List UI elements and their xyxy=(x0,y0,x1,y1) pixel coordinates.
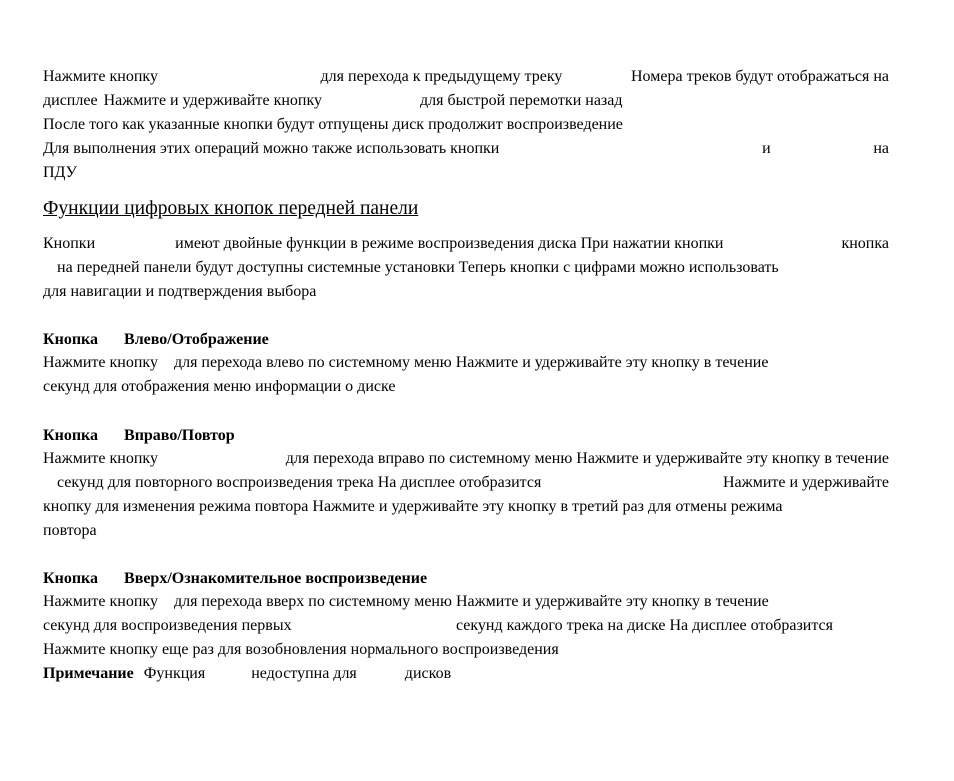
left-heading-function: Влево/Отображение xyxy=(124,331,269,348)
note-text-unavailable: недоступна для xyxy=(251,665,357,682)
up-heading-function: Вверх/Ознакомительное воспроизведение xyxy=(124,570,428,587)
right-text-description: для перехода вправо по системному меню Нажмите и удерживайте эту кнопку в течение xyxy=(285,450,889,467)
intro-text-press-button: Нажмите кнопку xyxy=(43,68,158,85)
section-line-3: для навигации и подтверждения выбора xyxy=(43,283,317,300)
intro-line-1 xyxy=(43,67,889,87)
intro-line-4 xyxy=(43,139,889,159)
intro-text-remote-buttons: Для выполнения этих операций можно также использовать кнопки xyxy=(43,140,500,157)
right-text-hold: Нажмите и удерживайте xyxy=(722,474,889,491)
up-heading-button: Кнопка xyxy=(43,570,99,587)
right-line-3: кнопку для изменения режима повтора Нажмите и удерживайте эту кнопку в третий раз для отмены режима xyxy=(43,498,783,515)
right-heading-function: Вправо/Повтор xyxy=(124,427,235,444)
section-line-2: на передней панели будут доступны системные установки Теперь кнопки с цифрами можно использовать xyxy=(57,259,779,276)
intro-text-previous-track: для перехода к предыдущему треку xyxy=(320,68,563,85)
section-title: Функции цифровых кнопок передней панели xyxy=(43,198,419,219)
intro-line-3: После того как указанные кнопки будут отпущены диск продолжит воспроизведение xyxy=(43,116,623,133)
note-text-function: Функция xyxy=(143,665,206,682)
up-text-each-track: секунд каждого трека на диске На дисплее отобразится xyxy=(455,617,833,634)
right-heading xyxy=(43,426,235,446)
left-line-1 xyxy=(43,353,768,373)
up-text-description: для перехода вверх по системному меню Нажмите и удерживайте эту кнопку в течение xyxy=(173,593,769,610)
up-text-play-first: секунд для воспроизведения первых xyxy=(43,617,292,634)
right-heading-button: Кнопка xyxy=(43,427,99,444)
intro-text-hold-button: Нажмите и удерживайте кнопку xyxy=(103,92,323,109)
intro-text-track-numbers: Номера треков будут отображаться на xyxy=(630,68,889,85)
section-text-button: кнопка xyxy=(841,235,889,252)
right-text-press: Нажмите кнопку xyxy=(43,450,158,467)
intro-line-5: ПДУ xyxy=(43,164,77,181)
right-line-1 xyxy=(43,449,889,469)
intro-text-display: дисплее xyxy=(43,92,98,109)
intro-text-fast-rewind: для быстрой перемотки назад xyxy=(420,92,623,109)
right-line-4: повтора xyxy=(43,522,97,539)
right-line-2 xyxy=(57,473,889,493)
intro-text-on: на xyxy=(873,140,889,157)
left-line-2: секунд для отображения меню информации о диске xyxy=(43,378,396,395)
section-line-1 xyxy=(43,234,889,254)
left-heading-button: Кнопка xyxy=(43,331,99,348)
note-line xyxy=(43,664,451,684)
up-line-3: Нажмите кнопку еще раз для возобновления нормального воспроизведения xyxy=(43,641,559,658)
right-text-repeat-seconds: секунд для повторного воспроизведения трека На дисплее отобразится xyxy=(57,474,542,491)
left-text-press: Нажмите кнопку xyxy=(43,354,158,371)
left-heading xyxy=(43,330,269,350)
up-text-press: Нажмите кнопку xyxy=(43,593,158,610)
up-heading xyxy=(43,569,427,589)
section-text-buttons: Кнопки xyxy=(43,235,96,252)
left-text-description: для перехода влево по системному меню Нажмите и удерживайте эту кнопку в течение xyxy=(173,354,769,371)
section-text-dual-functions: имеют двойные функции в режиме воспроизведения диска При нажатии кнопки xyxy=(175,235,724,252)
note-label: Примечание xyxy=(43,665,134,682)
up-line-2 xyxy=(43,616,833,636)
intro-line-2 xyxy=(43,91,622,111)
intro-text-and: и xyxy=(762,140,771,157)
note-text-discs: дисков xyxy=(404,665,452,682)
up-line-1 xyxy=(43,592,769,612)
